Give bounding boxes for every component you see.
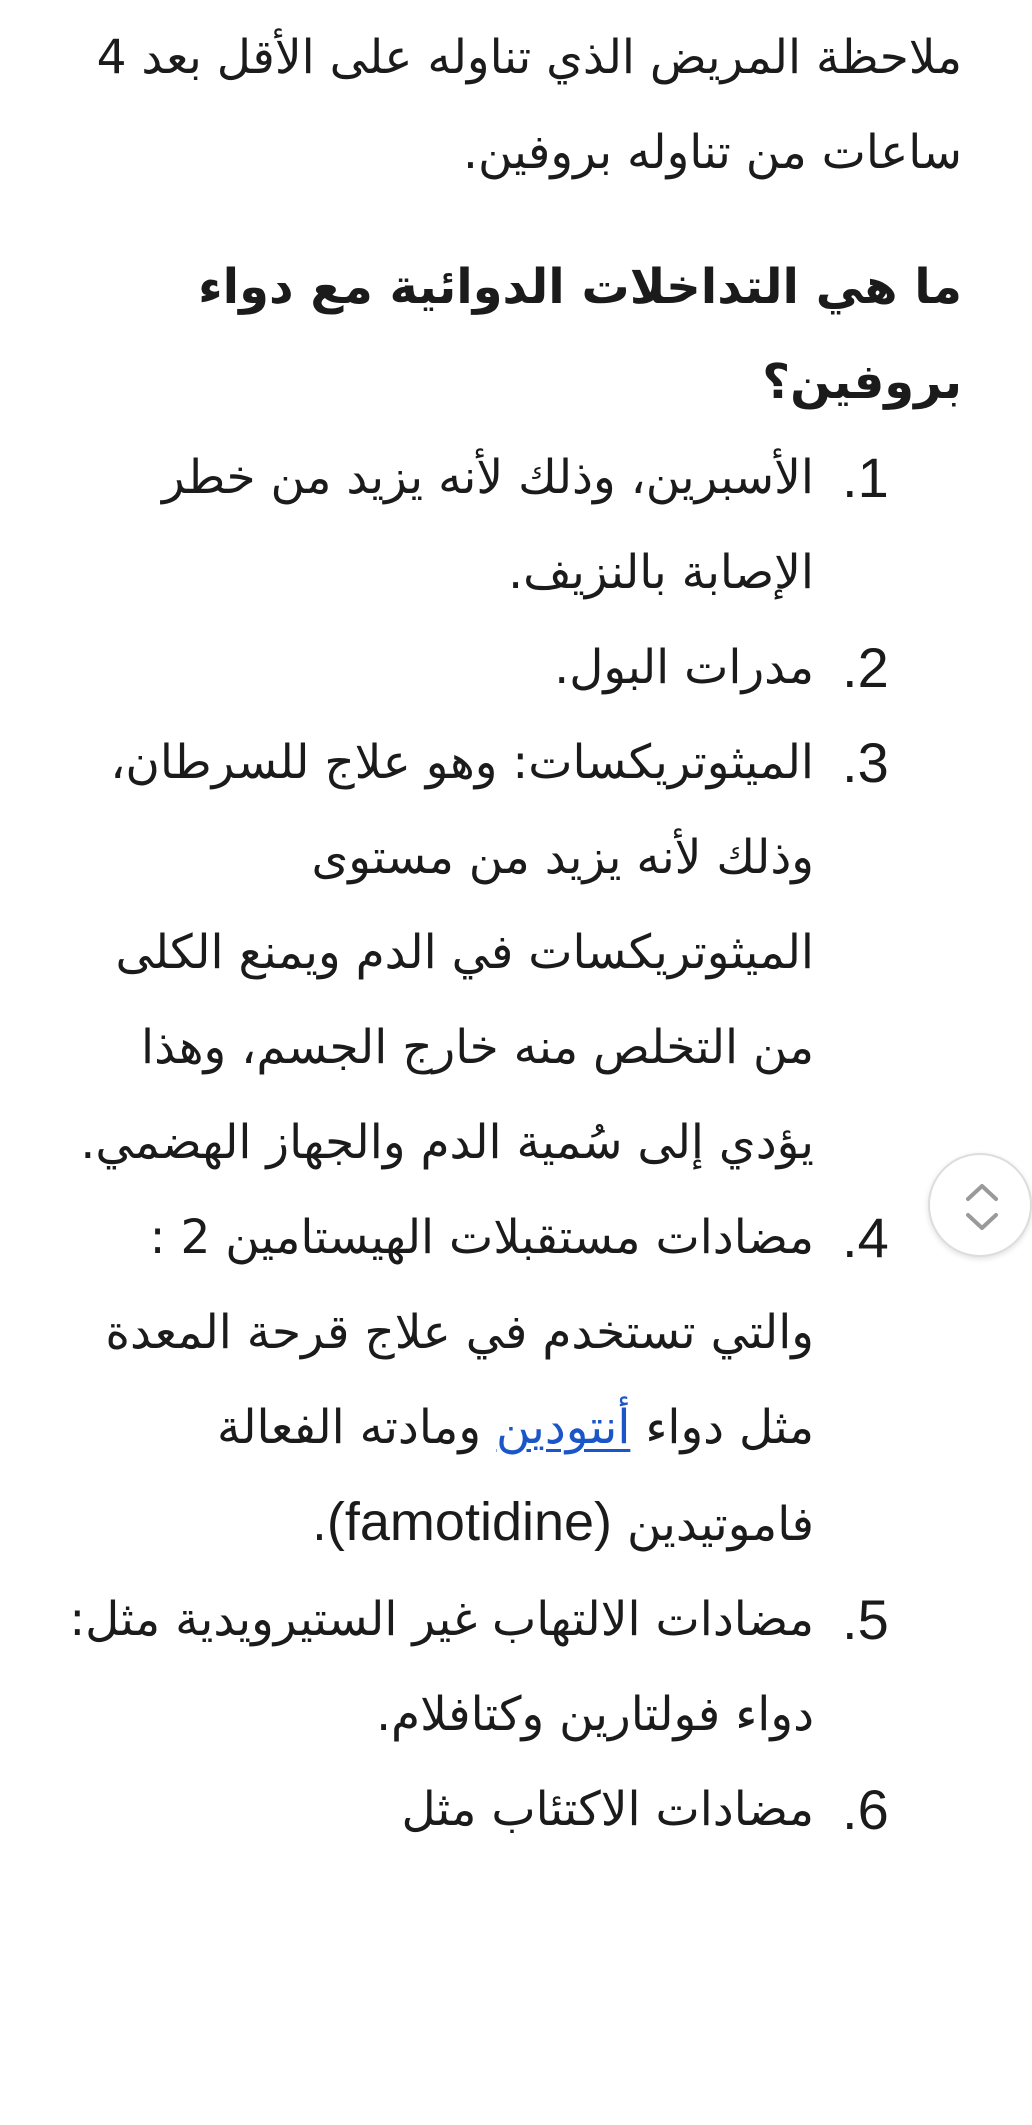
list-item — [50, 1762, 962, 1841]
article-content — [50, 0, 962, 1841]
list-item-end-punct: . — [311, 1497, 327, 1552]
list-item-text: مضادات الاكتئاب مثل — [401, 1782, 814, 1837]
antodine-link[interactable]: أنتودين — [495, 1400, 631, 1455]
scroll-handle[interactable] — [928, 1153, 1032, 1257]
interactions-list — [50, 430, 962, 1841]
list-item-text-before: مضادات مستقبلات الهيستامين 2 : والتي تستخدم في علاج قرحة المعدة مثل دواء — [105, 1210, 814, 1455]
list-item — [50, 715, 962, 1190]
list-item — [50, 1572, 962, 1762]
list-item — [50, 1190, 962, 1572]
interactions-heading: ما هي التداخلات الدوائية مع دواء بروفين؟ — [198, 259, 962, 410]
list-item-text: الأسبرين، وذلك لأنه يزيد من خطر الإصابة بالنزيف. — [162, 450, 814, 600]
intro-paragraph: ملاحظة المريض الذي تناوله على الأقل بعد 4 ساعات من تناوله بروفين. — [96, 30, 962, 180]
list-item-number: 1. — [842, 446, 889, 509]
chevron-up-down-icon — [964, 1181, 1000, 1233]
list-item — [50, 620, 962, 715]
list-item-text-after: ومادته الفعالة فاموتيدين — [217, 1400, 814, 1552]
list-item-text: مضادات الالتهاب غير الستيرويدية مثل: دواء فولتارين وكتافلام. — [69, 1592, 814, 1742]
list-item-number: 6. — [842, 1778, 889, 1841]
list-item-text: مدرات البول. — [554, 640, 814, 695]
list-item — [50, 430, 962, 620]
latin-drug-name: (famotidine) — [326, 1492, 613, 1552]
list-item-number: 5. — [842, 1588, 889, 1651]
list-item-number: 3. — [842, 731, 889, 794]
list-item-text: الميثوتريكسات: وهو علاج للسرطان، وذلك لأنه يزيد من مستوى الميثوتريكسات في الدم ويمنع الكلى من التخلص منه خارج الجسم، وهذا يؤدي إلى سُمية الدم والجهاز الهضمي. — [80, 735, 814, 1170]
list-item-number: 4. — [842, 1206, 889, 1269]
list-item-number: 2. — [842, 636, 889, 699]
